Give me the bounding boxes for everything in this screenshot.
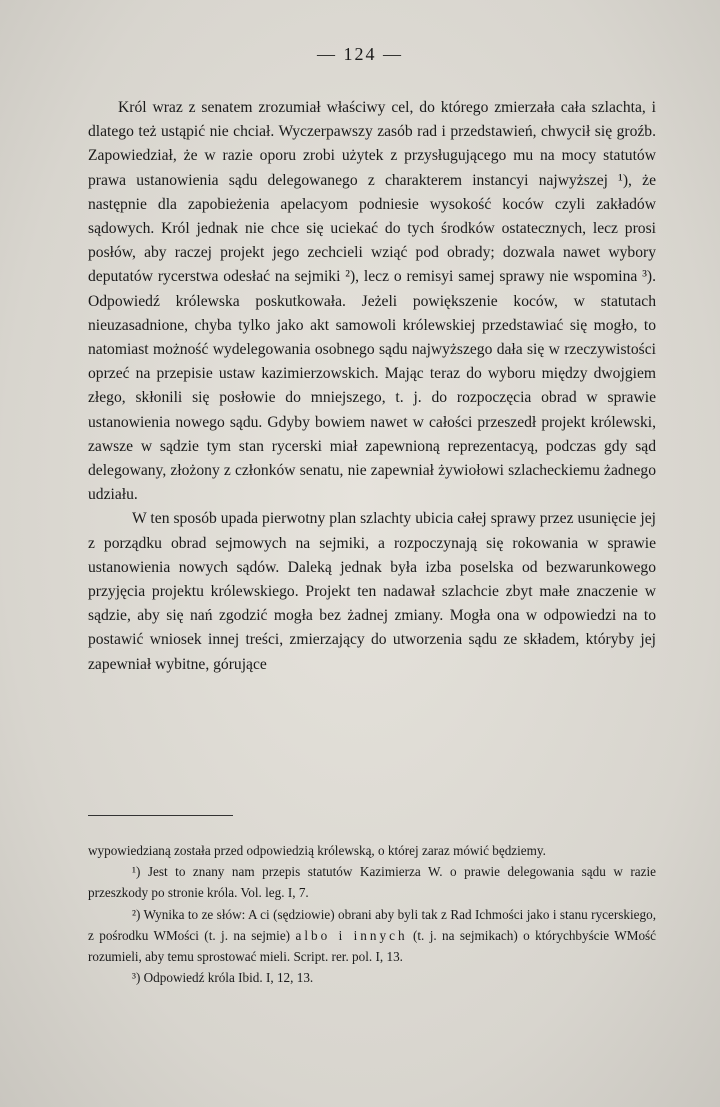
footnote-2-spaced: albo i innych <box>295 927 408 943</box>
footnote-rule <box>88 815 233 816</box>
main-text <box>88 96 656 677</box>
footnote-2-part-b: (t. j. na sejmikach) o którychbyście WMość rozumieli, aby temu sprostować mieli. Script. rer. pol. I, 13. <box>88 927 657 965</box>
footnote-2 <box>88 904 656 968</box>
footnote-1: ¹) Jest to znany nam przepis statutów Kazimierza W. o prawie delegowania sądu w razie przeszkody po stronie króla. Vol. leg. I, 7. <box>88 864 656 901</box>
footnotes <box>88 840 656 988</box>
footnote-continuation: wypowiedzianą została przed odpowiedzią królewską, o której zaraz mówić będziemy. <box>88 843 546 858</box>
paragraph-1: Król wraz z senatem zrozumiał właściwy cel, do którego zmierzała cała szlachta, i dlatego też ustąpić nie chciał. Wyczerpawszy zasób rad i przedstawień, chwycił się groźb. Zapowiedział, że w razie oporu zrobi użytek z przysługującego mu na mocy statutów prawa ustanowienia sądu delegowanego z charakterem instancyi najwyższej ¹), że następnie dla zapobieżenia apelacyom podniesie wysokość koców czyli zakładów sądowych. Król jednak nie chce się uciekać do tych środków ostatecznych, lecz prosi posłów, aby raczej projekt jego zechcieli wziąć pod obrady; dozwala nawet wybory deputatów rycerstwa odesłać na sejmiki ²), lecz o remisyi samej sprawy nie wspomina ³). Odpowiedź królewska poskutkowała. Jeżeli powiększenie koców, w statutach nieuzasadnione, chyba tylko jako akt samowoli królewskiej przedstawiać się mogło, to natomiast możność wydelegowania osobnego sądu najwyższego dała się w rzeczywistości oprzeć na przepisie ustaw kazimierzowskich. Mając teraz do wyboru między dwojgiem złego, skłonili się posłowie do mniejszego, t. j. do rozpoczęcia obrad w sprawie ustanowienia nowego sądu. Gdyby bowiem nawet w całości przeszedł projekt królewski, zawsze w sądzie tym stan rycerski miał zapewnioną reprezentacyą, podczas gdy sąd delegowany, złożony z członków senatu, nie zapewniał żywiołowi szlacheckiemu żadnego udziału. <box>88 99 656 504</box>
footnote-2-part-a: ²) Wynika to ze słów: A ci (sędziowie) obrani aby byli tak z Rad Ichmości jako i stanu rycerskiego, z pośrodku WMości (t. j. na sejmie) <box>88 906 656 943</box>
footnote-3: ³) Odpowiedź króla Ibid. I, 12, 13. <box>132 970 314 986</box>
paragraph-2: W ten sposób upada pierwotny plan szlachty ubicia całej sprawy przez usunięcie jej z porządku obrad sejmowych na sejmiki, a rozpoczynają się rokowania w sprawie ustanowienia nowych sądów. Daleką jednak była izba poselska od bezwarunkowego przyjęcia projektu królewskiego. Projekt ten nadawał szlachcie zbyt małe znaczenie w sądzie, aby się nań zgodzić mogła bez żadnej zmiany. Mogła ona w odpowiedzi na to postawić wniosek innej treści, zmierzający do utworzenia sądu ze składem, któryby jej zapewniał wybitne, górujące <box>88 510 656 673</box>
page-number: — 124 — <box>317 44 403 64</box>
